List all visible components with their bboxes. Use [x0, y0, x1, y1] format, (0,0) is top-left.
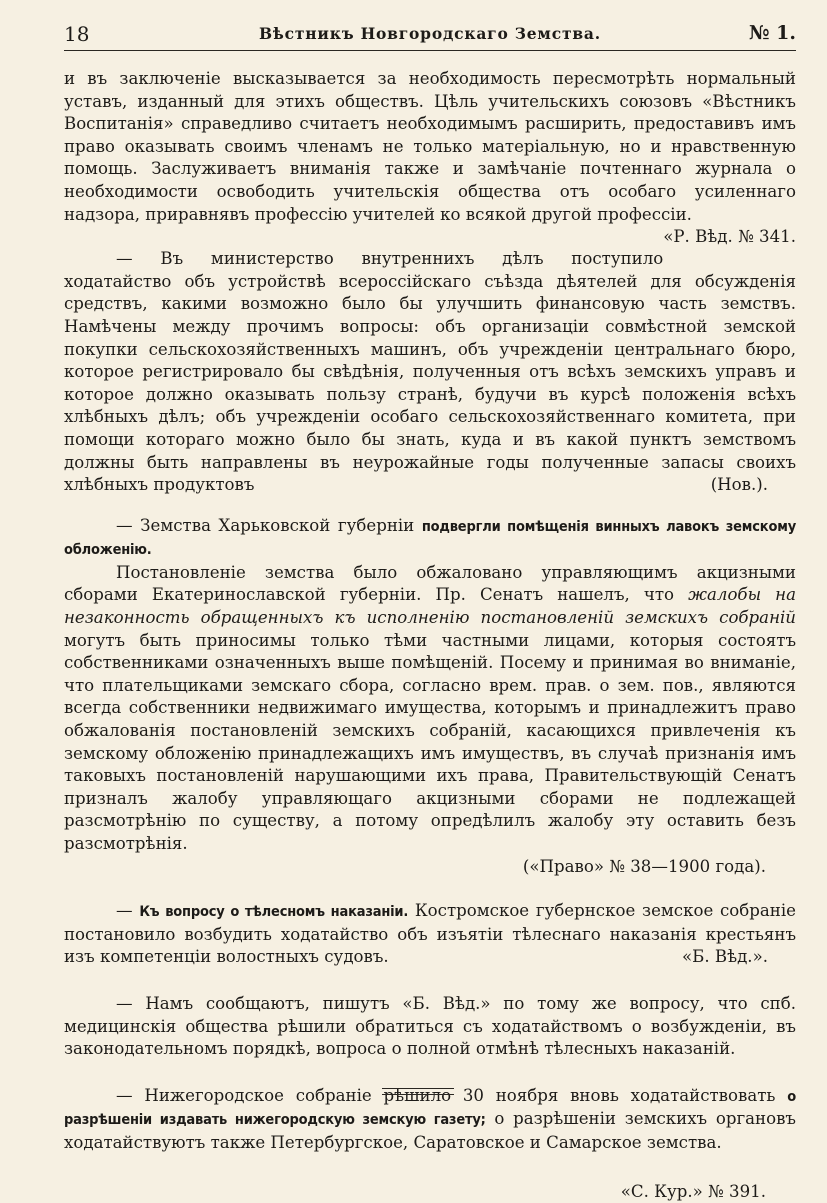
section-headline: о разрѣшеніи издавать нижегородскую земскую газету;	[64, 1088, 796, 1129]
section-headline: подвергли помѣщенія винныхъ лавокъ земскому обложенію.	[64, 518, 796, 559]
issue-number: № 1.	[748, 22, 796, 44]
section-headline: Къ вопросу о тѣлесномъ наказаніи.	[139, 904, 409, 921]
paragraph-text: Костромское губернское земское собраніе постановило возбудить ходатайство объ изъятіи тѣлеснаго наказанія крестьянъ изъ компетенціи волостныхъ судовъ.	[64, 901, 796, 967]
paragraph-text: — Намъ сообщаютъ, пишутъ «Б. Вѣд.» по тому же вопросу, что спб. медицинскія общества рѣшили обратиться съ ходатайствомъ о возбужденіи, въ законодательномъ порядкѣ, вопроса о полной отмѣнѣ тѣлесныхъ наказаній.	[64, 993, 796, 1059]
paragraph-ministry-petition	[64, 248, 796, 497]
paragraph-text: — Земства Харьковской губерніи	[116, 515, 415, 535]
paragraph-text: —	[116, 901, 133, 921]
paragraph-nizhny-novgorod	[64, 1085, 796, 1155]
paragraph-text: и въ заключеніе высказывается за необходимость пересмотрѣть нормальный уставъ, изданный для этихъ обществъ. Цѣль учительскихъ союзовъ «Вѣстникъ Воспитанія» справедливо считаетъ необходимымъ расширить, предоставивъ имъ право оказывать своимъ членамъ не только матеріальную, но и нравственную помощь. Заслуживаетъ вниманія также и замѣчаніе почтеннаго журнала о необходимости освободить учительскія общества отъ особаго усиленнаго надзора, приравнявъ профессію учителей ко всякой другой профессіи.	[64, 69, 796, 224]
paragraph-text: — Нижегородское собраніе рѣшило 30 ноября вновь ходатайствовать	[116, 1085, 776, 1105]
paragraph-kharkov-zemstvo	[64, 515, 796, 562]
paragraph-text: о разрѣшеніи земскихъ органовъ ходатайствуютъ также Петербургское, Саратовское и Самарское земства.	[64, 1109, 796, 1152]
end-divider	[382, 1088, 454, 1095]
article-body	[64, 68, 796, 1203]
source-citation: «Р. Вѣд. № 341.	[663, 227, 796, 247]
source-citation: (Нов.).	[710, 475, 768, 495]
paragraph-senate-decision	[64, 562, 796, 856]
paragraph-text: могутъ быть приносимы только тѣми частными лицами, которыя состоятъ собственниками означенныхъ выше помѣщеній. Посему и принимая во вниманіе, что плательщиками земскаго сбора, согласно врем. прав. о зем. пов., являются всегда собственники недвижимаго имущества, которымъ и принадлежитъ право обжалованія постановленій земскихъ собраній, касающихся привлеченія къ земскому обложенію принадлежащихъ имъ имуществъ, въ случаѣ признанія имъ таковыхъ постановленій нарушающими ихъ права, Правительствующій Сенатъ призналъ жалобу управляющаго акцизными сборами не подлежащей разсмотрѣнію по существу, а потому опредѣлилъ жалобу эту оставить безъ разсмотрѣнія.	[64, 630, 796, 853]
source-citation: «Б. Вѣд.».	[681, 947, 768, 967]
source-citation: «С. Кур.» № 391.	[620, 1181, 766, 1201]
paragraph-text: Постановленіе земства было обжаловано управляющимъ акцизными сборами Екатеринославской губерніи. Пр. Сенатъ нашелъ, что	[64, 562, 796, 605]
italic-phrase: жалобы на незаконность обращенныхъ къ исполненію постановленій земскихъ собраній	[64, 585, 796, 628]
paragraph-corporal-punishment	[64, 900, 796, 969]
running-header	[64, 18, 796, 51]
paragraph-teachers-unions	[64, 68, 796, 247]
page-number: 18	[64, 22, 90, 46]
paragraph-medical-societies	[64, 993, 796, 1061]
paragraph-text: — Въ министерство внутреннихъ дѣлъ поступило ходатайство объ устройствѣ всероссійскаго съѣзда дѣятелей для обсужденія средствъ, какими возможно было бы улучшить финансовую часть земствъ. Намѣчены между прочимъ вопросы: объ организаціи совмѣстной земской покупки сельскохозяйственныхъ машинъ, объ учрежденіи центральнаго бюро, которое регистрировало бы свѣдѣнія, полученныя отъ всѣхъ земскихъ управъ и которое должно оказывать пользу странѣ, будучи въ курсѣ положенія всѣхъ хлѣбныхъ дѣлъ; объ учрежденіи особаго сельскохозяйственнаго комитета, при помощи котораго можно было бы знать, куда и въ какой пунктъ земствомъ должны быть направлены въ неурожайные годы полученные запасы своихъ хлѣбныхъ продуктовъ	[64, 249, 796, 495]
journal-title: Вѣстникъ Новгородскаго Земства.	[259, 24, 601, 43]
source-citation: («Право» № 38—1900 года).	[522, 856, 766, 876]
